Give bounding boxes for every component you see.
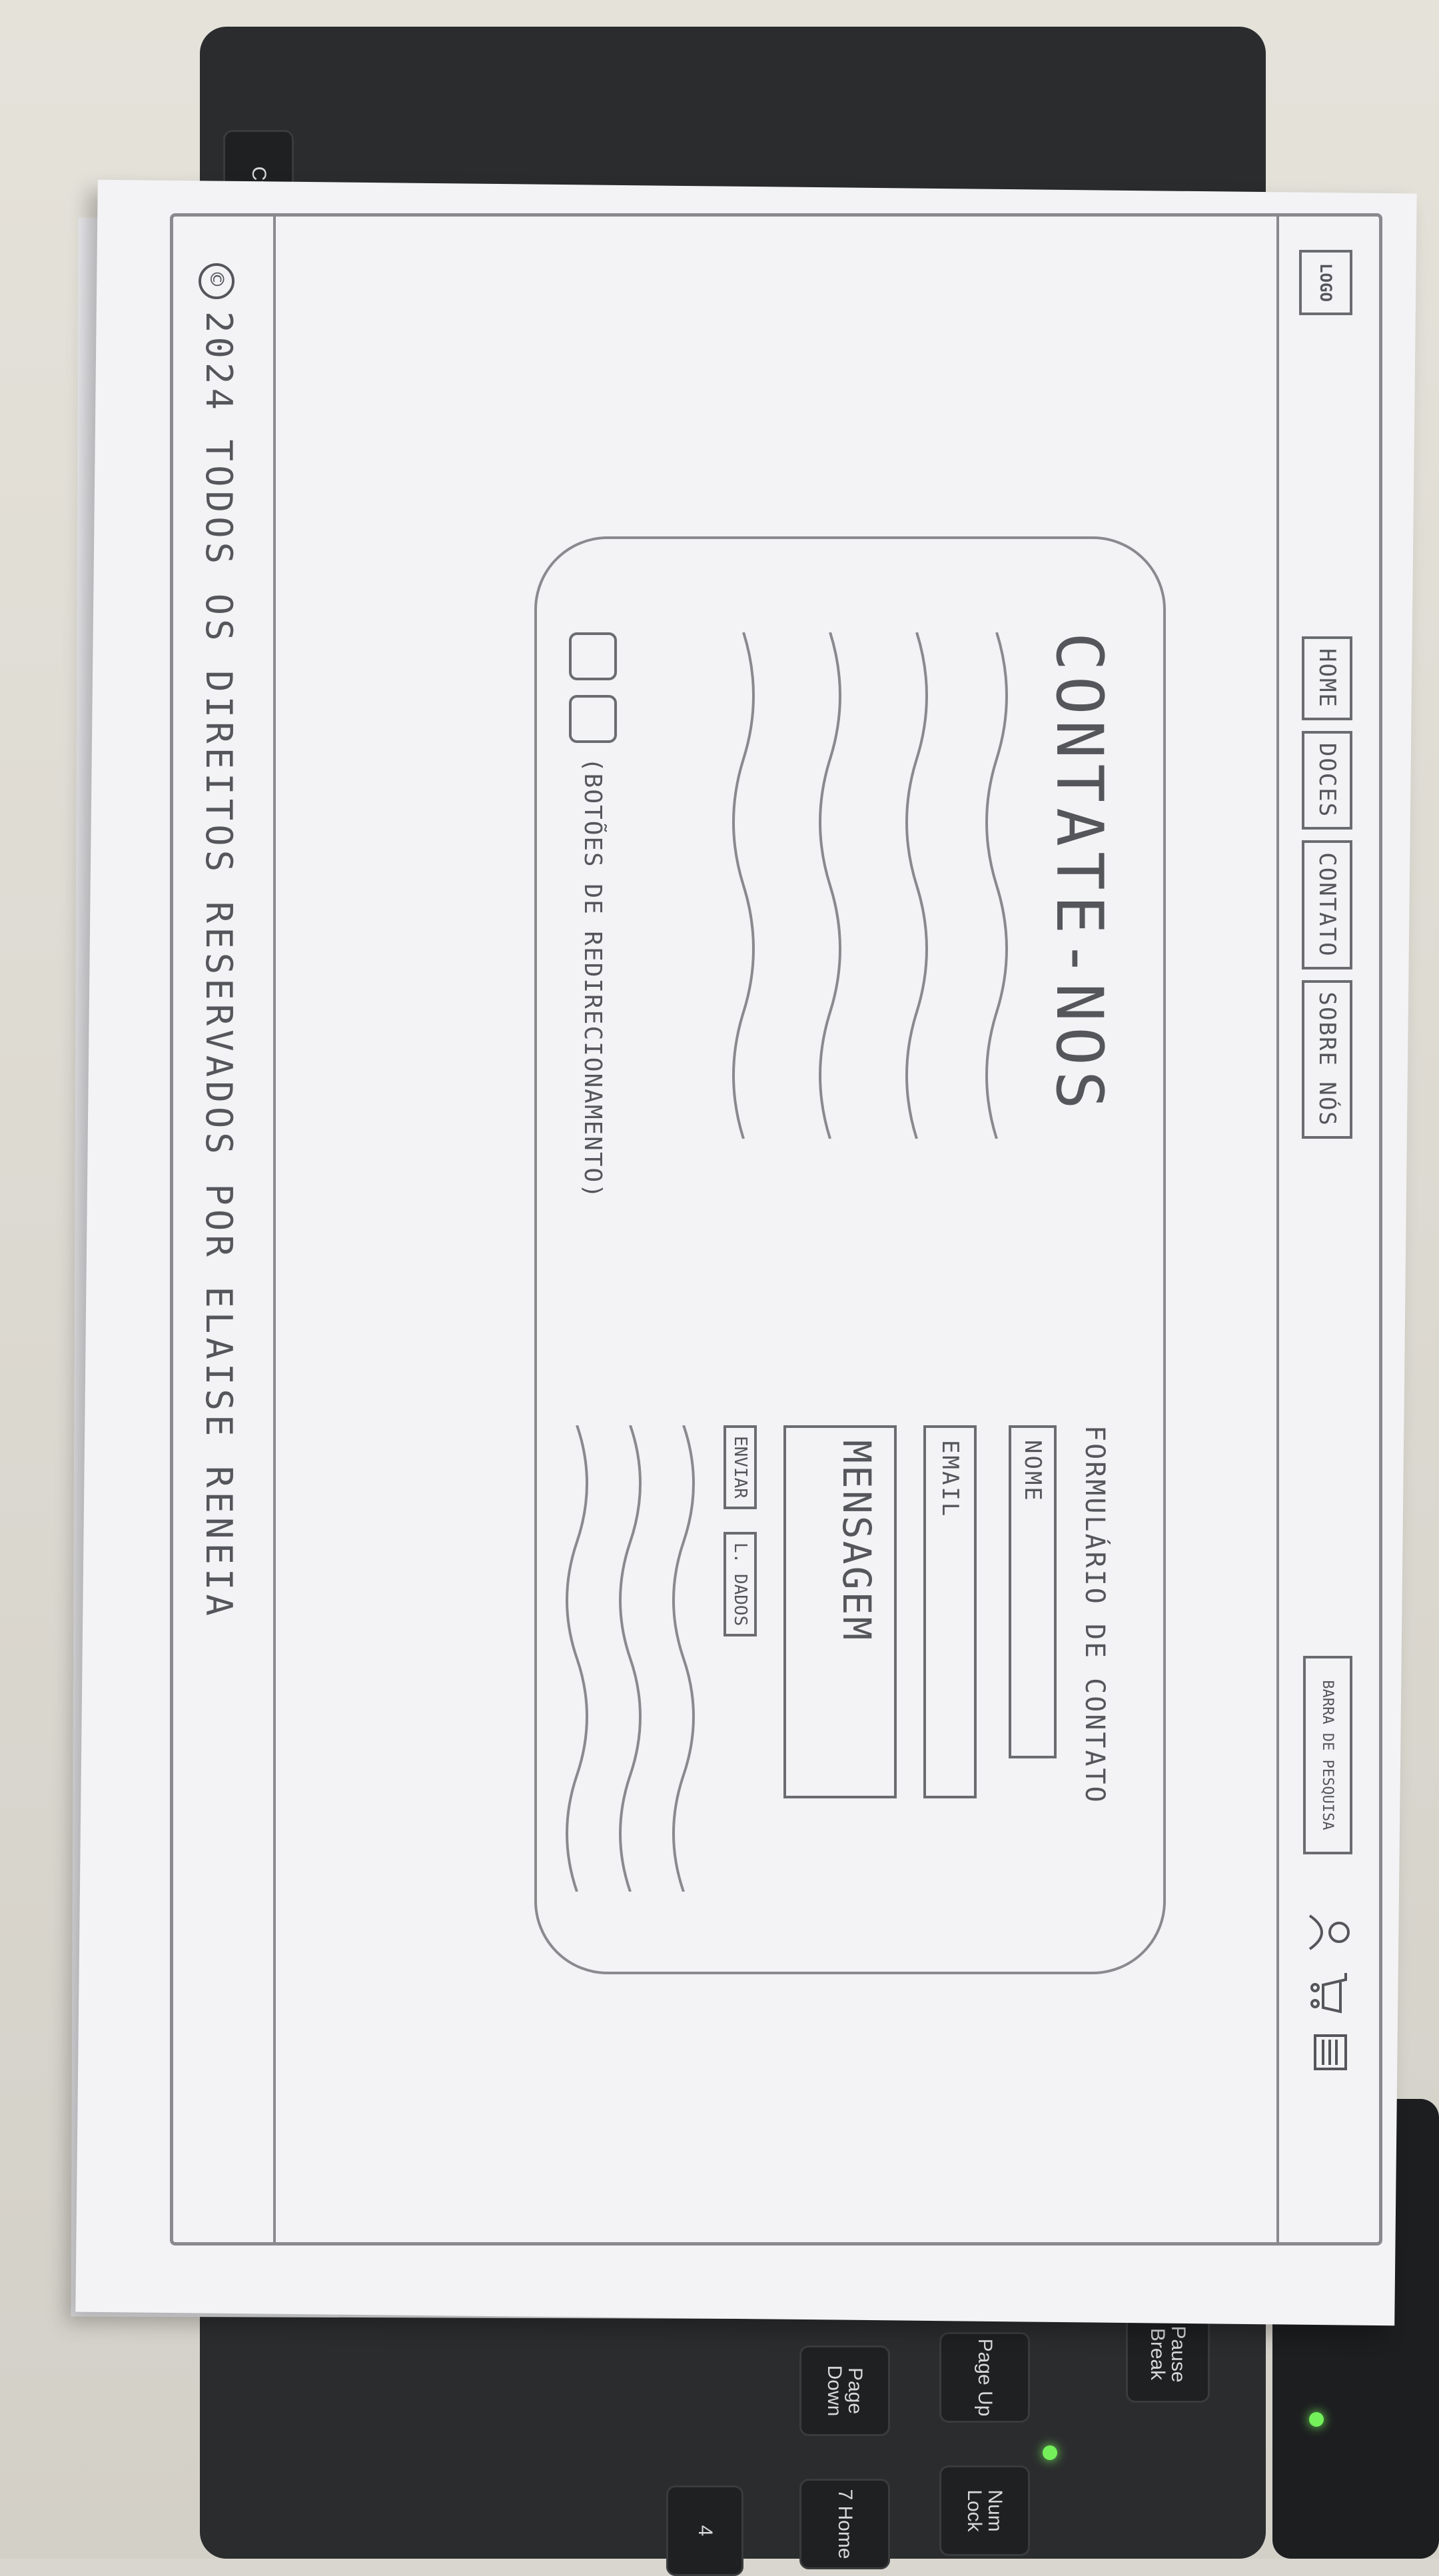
device-led — [1309, 2412, 1324, 2427]
message-textarea[interactable]: MENSAGEM — [783, 1425, 897, 1798]
footer — [173, 217, 276, 2242]
form-title: FORMULÁRIO DE CONTATO — [1079, 1425, 1110, 1804]
social-button[interactable] — [569, 632, 617, 680]
nav-doces[interactable]: DOCES — [1302, 731, 1352, 830]
send-button[interactable]: ENVIAR — [723, 1425, 757, 1509]
email-input[interactable]: EMAIL — [923, 1425, 977, 1798]
key-page-up: Page Up — [939, 2332, 1030, 2423]
key-num-lock: Num Lock — [939, 2465, 1030, 2556]
logo[interactable]: LOGO — [1299, 250, 1352, 315]
social-note: (BOTÕES DE REDIRECIONAMENTO) — [579, 758, 607, 1199]
text-placeholder-line — [723, 632, 763, 1139]
key-7-home: 7 Home — [799, 2479, 890, 2569]
search-bar[interactable]: BARRA DE PESQUISA — [1303, 1656, 1352, 1854]
footer-copyright — [198, 263, 240, 1620]
cart-icon[interactable] — [1307, 1969, 1354, 2016]
key-page-down: Page Down — [799, 2345, 890, 2436]
nav-contato[interactable]: CONTATO — [1302, 840, 1352, 969]
nav-home[interactable]: HOME — [1302, 636, 1352, 720]
menu-icon[interactable] — [1307, 2029, 1354, 2076]
social-button[interactable] — [569, 695, 617, 743]
text-placeholder-line — [810, 632, 850, 1139]
key-pause-break: Pause Break — [1126, 2305, 1210, 2403]
header — [1276, 217, 1379, 2242]
contact-card — [534, 536, 1166, 1974]
name-input[interactable]: NOME — [1009, 1425, 1057, 1758]
text-placeholder-line — [977, 632, 1017, 1139]
text-placeholder-line — [664, 1425, 704, 1892]
nav-sobre-nos[interactable]: SOBRE NÓS — [1302, 980, 1352, 1139]
main-nav — [1302, 636, 1352, 1139]
text-placeholder-line — [897, 632, 937, 1139]
social-buttons — [569, 632, 617, 1199]
wireframe-page — [170, 213, 1382, 2246]
text-placeholder-line — [557, 1425, 597, 1892]
footer-text: 2024 TODOS OS DIREITOS RESERVADOS POR ELAISE RENEIA — [198, 311, 240, 1620]
contact-title: CONTATE-NOS — [1042, 632, 1117, 1115]
key-4: 4 — [666, 2485, 743, 2576]
user-icon[interactable] — [1307, 1909, 1354, 1956]
num-lock-led — [1043, 2445, 1057, 2460]
text-placeholder-line — [610, 1425, 650, 1892]
copyright-icon: © — [199, 263, 235, 299]
clear-button[interactable]: L. DADOS — [723, 1532, 757, 1636]
